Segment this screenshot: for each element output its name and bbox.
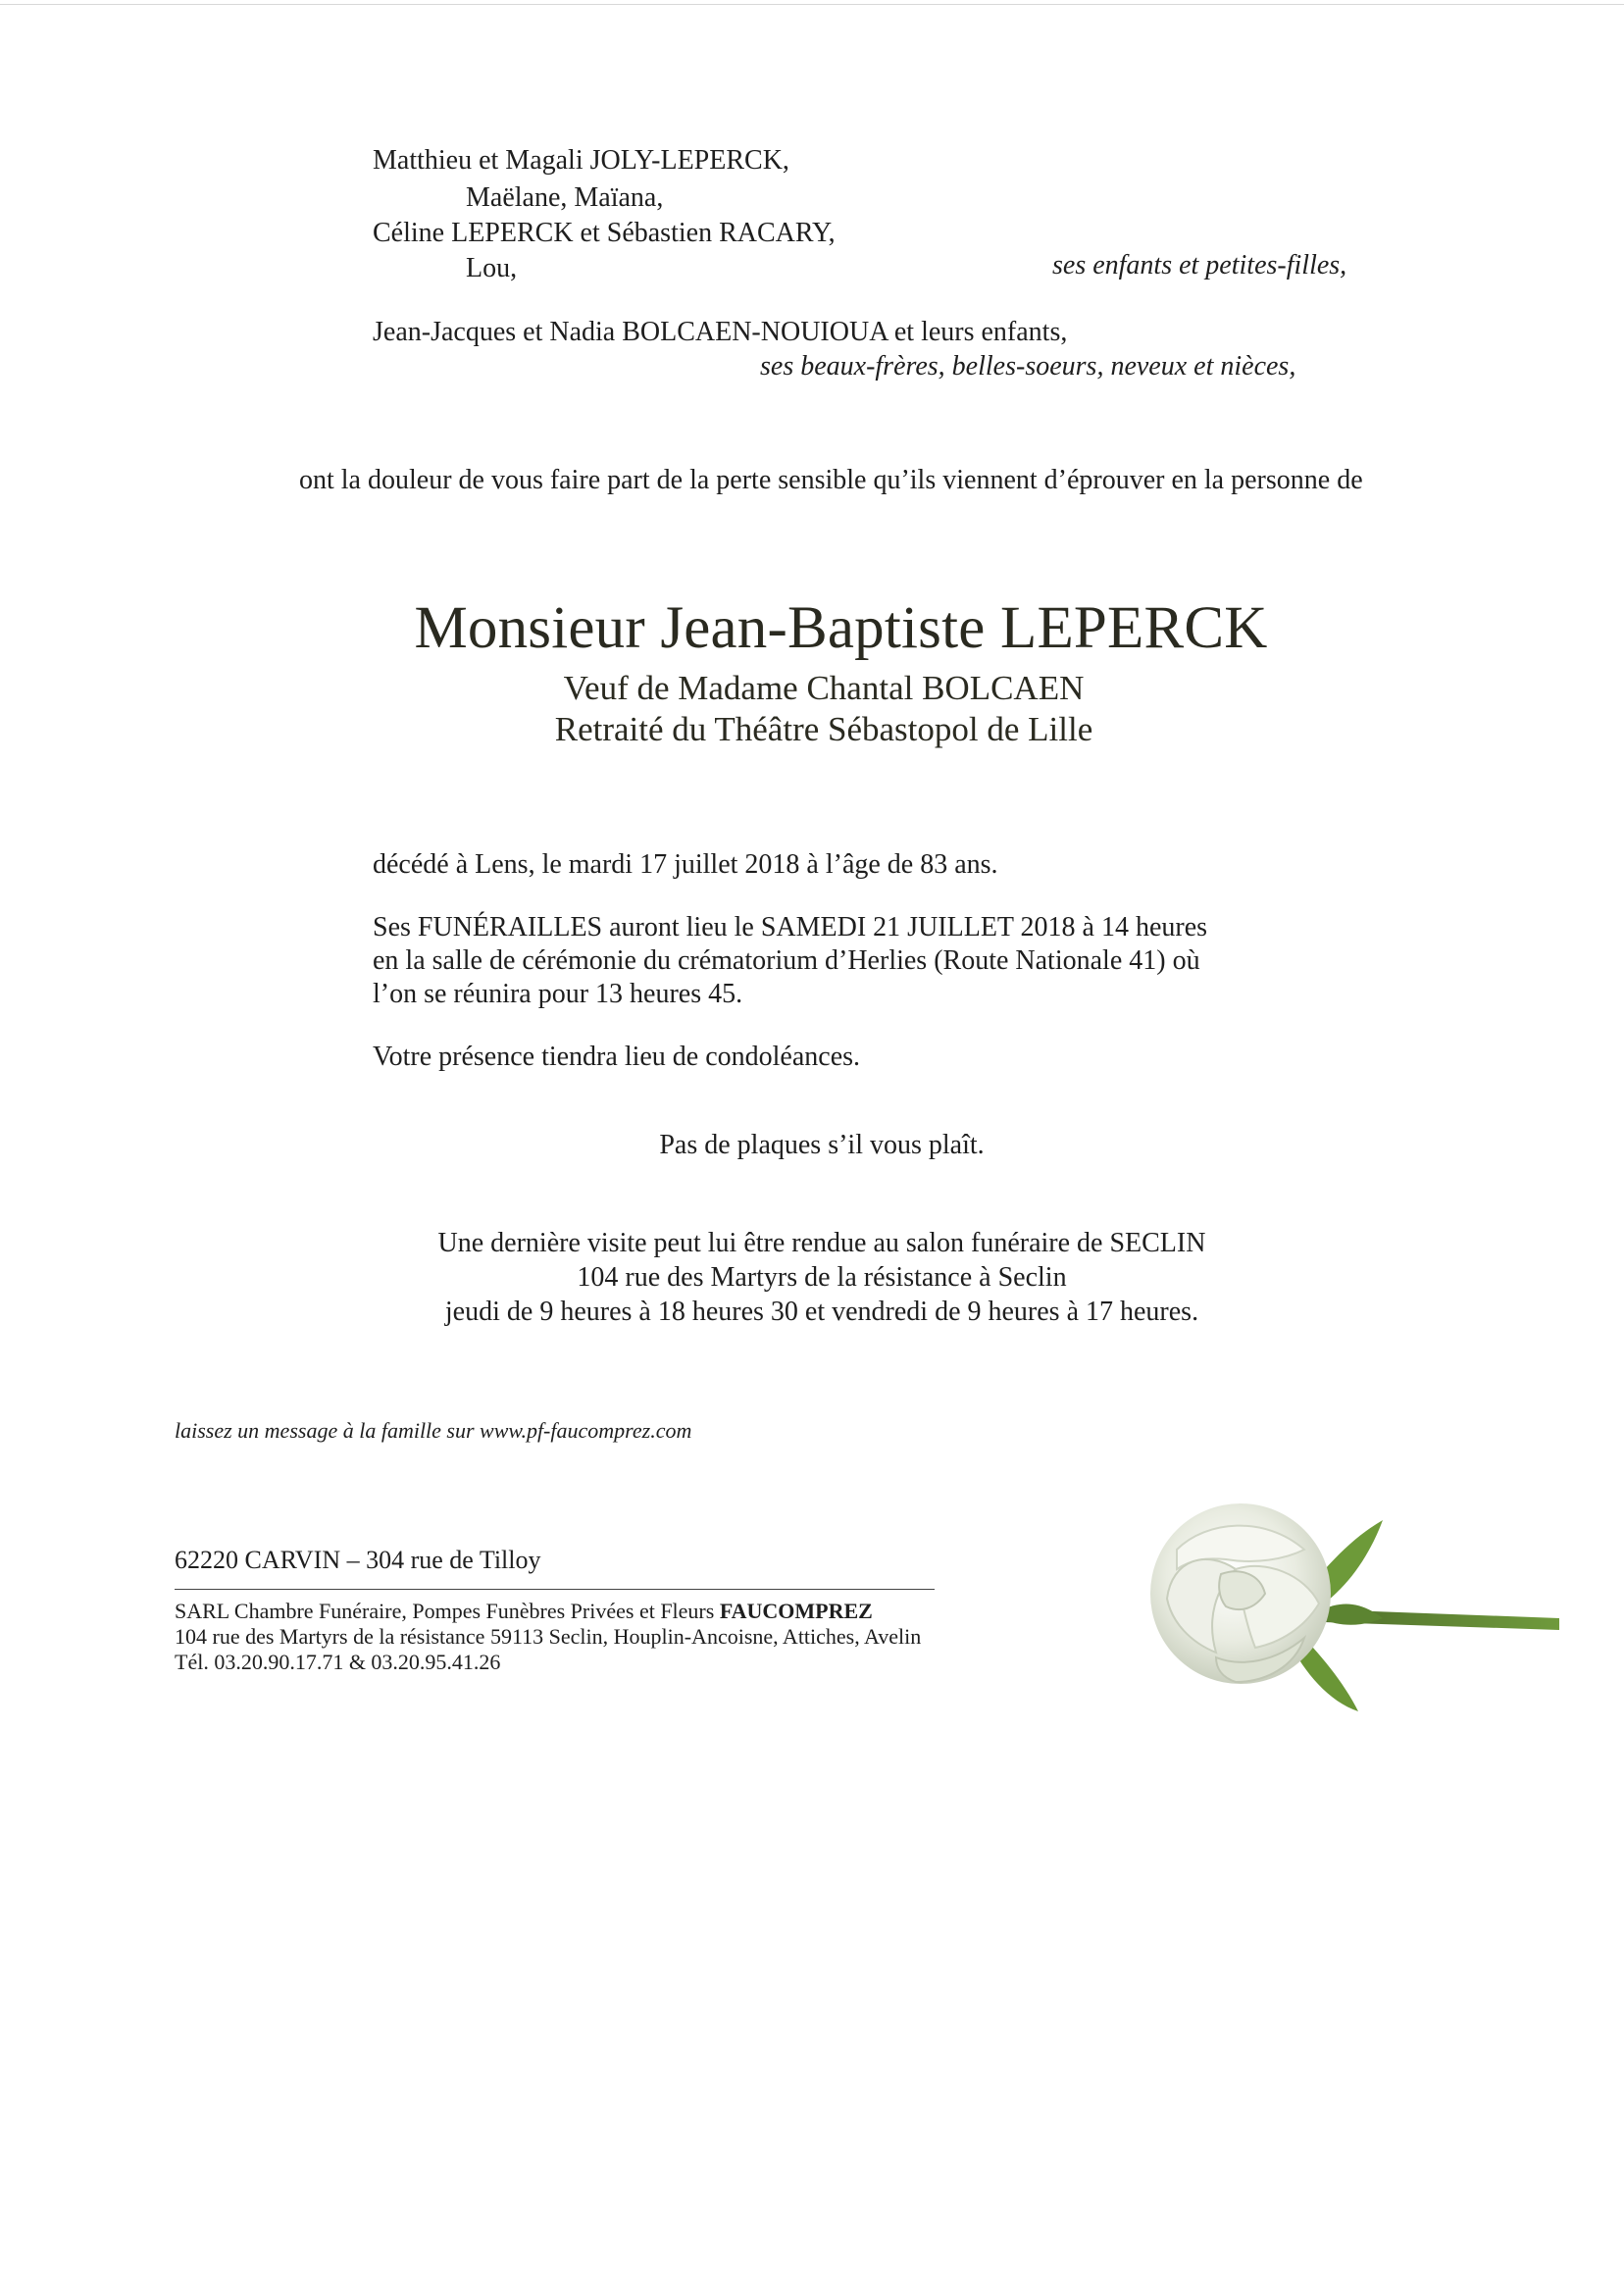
death-notice: décédé à Lens, le mardi 17 juillet 2018 à l’âge de 83 ans. [373,849,998,880]
footer-divider [175,1589,935,1590]
family-line-3: Céline LEPERCK et Sébastien RACARY, [373,218,836,248]
scan-edge-line [0,4,1624,5]
family-relation-1: ses enfants et petites-filles, [1052,250,1347,280]
deceased-name: Monsieur Jean-Baptiste LEPERCK [414,595,1268,661]
company-name: FAUCOMPREZ [719,1599,873,1623]
deceased-widower: Veuf de Madame Chantal BOLCAEN [563,669,1085,707]
family-line-5: Jean-Jacques et Nadia BOLCAEN-NOUIOUA et leurs enfants, [373,317,1068,347]
company-line [175,1599,873,1624]
message-link-text: laissez un message à la famille sur www.pf-faucomprez.com [175,1418,692,1443]
funeral-line-2: en la salle de cérémonie du crématorium d’Herlies (Route Nationale 41) où [373,945,1200,976]
funeral-line-3: l’on se réunira pour 13 heures 45. [373,979,743,1009]
footer-address: 62220 CARVIN – 304 rue de Tilloy [175,1546,541,1574]
announcement: ont la douleur de vous faire part de la perte sensible qu’ils viennent d’éprouver en la personne de [299,465,1363,495]
company-address: 104 rue des Martyrs de la résistance 59113 Seclin, Houplin-Ancoisne, Attiches, Avelin [175,1624,922,1649]
company-phone: Tél. 03.20.90.17.71 & 03.20.95.41.26 [175,1650,501,1674]
family-line-2: Maëlane, Maïana, [466,182,664,213]
visit-line-1: Une dernière visite peut lui être rendue au salon funéraire de SECLIN [437,1228,1206,1258]
company-prefix: SARL Chambre Funéraire, Pompes Funèbres Privées et Fleurs [175,1599,720,1623]
white-rose-image [1147,1481,1559,1746]
family-relation-2: ses beaux-frères, belles-soeurs, neveux et nièces, [760,351,1296,382]
deceased-occupation: Retraité du Théâtre Sébastopol de Lille [554,710,1093,748]
visit-line-2: 104 rue des Martyrs de la résistance à Seclin [577,1262,1067,1293]
family-line-1: Matthieu et Magali JOLY-LEPERCK, [373,145,789,176]
family-line-4: Lou, [466,253,518,283]
funeral-line-1: Ses FUNÉRAILLES auront lieu le SAMEDI 21 JUILLET 2018 à 14 heures [373,912,1208,942]
condolences-note: Votre présence tiendra lieu de condoléances. [373,1042,861,1072]
plaques-note: Pas de plaques s’il vous plaît. [659,1130,985,1160]
visit-line-3: jeudi de 9 heures à 18 heures 30 et vendredi de 9 heures à 17 heures. [444,1297,1199,1327]
